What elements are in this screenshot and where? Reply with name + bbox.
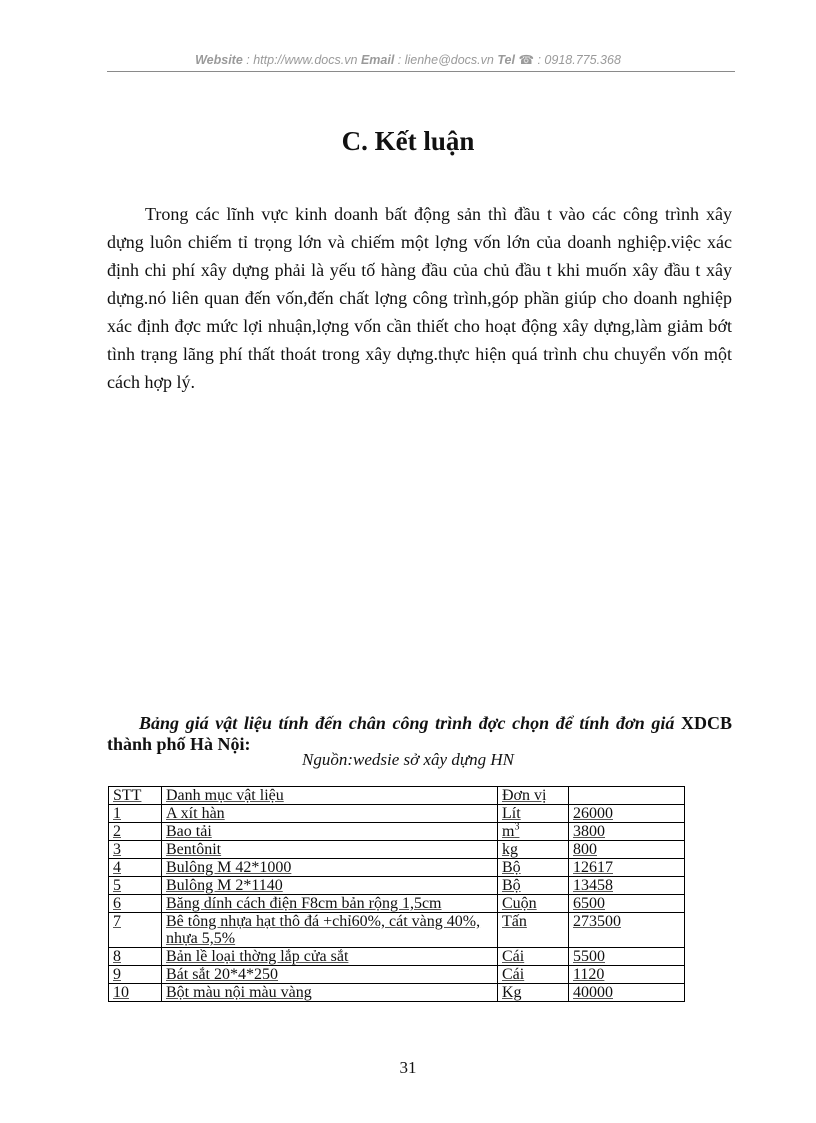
row-material: Bê tông nhựa hạt thô đá +chỉ60%, cát vàng 40%, nhựa 5,5% (162, 913, 498, 948)
email-label: Email (360, 53, 395, 67)
row-price: 273500 (569, 913, 685, 948)
table-row (109, 841, 685, 859)
table-row (109, 823, 685, 841)
table-row (109, 859, 685, 877)
row-stt: 6 (109, 895, 162, 913)
row-stt: 1 (109, 805, 162, 823)
table-source: Nguồn:wedsie sở xây dựng HN (302, 750, 514, 769)
tel-label: Tel (497, 53, 515, 67)
website-label: Website (195, 53, 243, 67)
row-price: 5500 (569, 948, 685, 966)
row-material: Bát sắt 20*4*250 (162, 966, 498, 984)
row-stt: 9 (109, 966, 162, 984)
row-stt: 5 (109, 877, 162, 895)
page-header (0, 52, 816, 67)
table-row (109, 805, 685, 823)
tel-value: ☎ : 0918.775.368 (518, 53, 621, 67)
header-cell-price (569, 787, 685, 805)
row-price: 800 (569, 841, 685, 859)
row-price: 40000 (569, 984, 685, 1002)
row-unit: kg (498, 841, 569, 859)
row-stt: 3 (109, 841, 162, 859)
table-title (107, 713, 732, 755)
row-unit: Cuộn (498, 895, 569, 913)
row-price: 1120 (569, 966, 685, 984)
table-row (109, 877, 685, 895)
row-unit: $m^3$ (498, 823, 569, 841)
row-price: 12617 (569, 859, 685, 877)
website-value: : http://www.docs.vn (246, 53, 358, 67)
table-row (109, 966, 685, 984)
row-unit: Cái (498, 966, 569, 984)
row-price: 3800 (569, 823, 685, 841)
row-unit: Tấn (498, 913, 569, 948)
conclusion-paragraph: Trong các lĩnh vực kinh doanh bất động sản thì đầu t vào các công trình xây dựng luôn chiếm tỉ trọng lớn và chiếm một lợng vốn lớn của doanh nghiệp.việc xác định chi phí xây dựng phải là yếu tố hàng đầu của chủ đầu t khi muốn xây đầu t xây dựng.nó liên quan đến vốn,đến chất lợng công trình,góp phần giúp cho doanh nghiệp xác định đợc mức lợi nhuận,lợng vốn cần thiết cho hoạt động xây dựng,làm giảm bớt tình trạng lãng phí thất thoát trong xây dựng.thực hiện quá trình chu chuyển vốn một cách hợp lý. (107, 204, 732, 392)
row-stt: 4 (109, 859, 162, 877)
header-divider (107, 71, 735, 72)
header-cell-material: Danh mục vật liệu (162, 787, 498, 805)
table-row (109, 948, 685, 966)
row-material: Băng dính cách điện F8cm bản rộng 1,5cm (162, 895, 498, 913)
row-stt: 7 (109, 913, 162, 948)
row-unit: Kg (498, 984, 569, 1002)
email-value: : lienhe@docs.vn (397, 53, 494, 67)
row-price: 6500 (569, 895, 685, 913)
row-stt: 8 (109, 948, 162, 966)
row-material: Bulông M 42*1000 (162, 859, 498, 877)
row-material: A xít hàn (162, 805, 498, 823)
table-row (109, 984, 685, 1002)
row-material: Bản lề loại thờng lắp cửa sắt (162, 948, 498, 966)
table-header-row (109, 787, 685, 805)
row-material: Bao tải (162, 823, 498, 841)
section-title: C. Kết luận (341, 126, 475, 156)
row-unit: Cái (498, 948, 569, 966)
table-title-line1: Bảng giá vật liệu tính đến chân công trình đợc chọn để tính đơn giá (139, 713, 675, 733)
row-unit: Bộ (498, 877, 569, 895)
table-title-line2: XDCB thành phố Hà Nội: (107, 713, 732, 754)
header-cell-stt: STT (109, 787, 162, 805)
table-row (109, 895, 685, 913)
row-material: Bentônit (162, 841, 498, 859)
material-price-table (108, 786, 685, 1002)
row-price: 26000 (569, 805, 685, 823)
row-stt: 10 (109, 984, 162, 1002)
row-price: 13458 (569, 877, 685, 895)
row-unit: Lít (498, 805, 569, 823)
row-material: Bột màu nội màu vàng (162, 984, 498, 1002)
unit-superscript: 3 (514, 821, 520, 833)
row-stt: 2 (109, 823, 162, 841)
table-row (109, 913, 685, 948)
header-cell-unit: Đơn vị (498, 787, 569, 805)
row-unit: Bộ (498, 859, 569, 877)
row-material: Bulông M 2*1140 (162, 877, 498, 895)
page-number: 31 (399, 1058, 417, 1077)
